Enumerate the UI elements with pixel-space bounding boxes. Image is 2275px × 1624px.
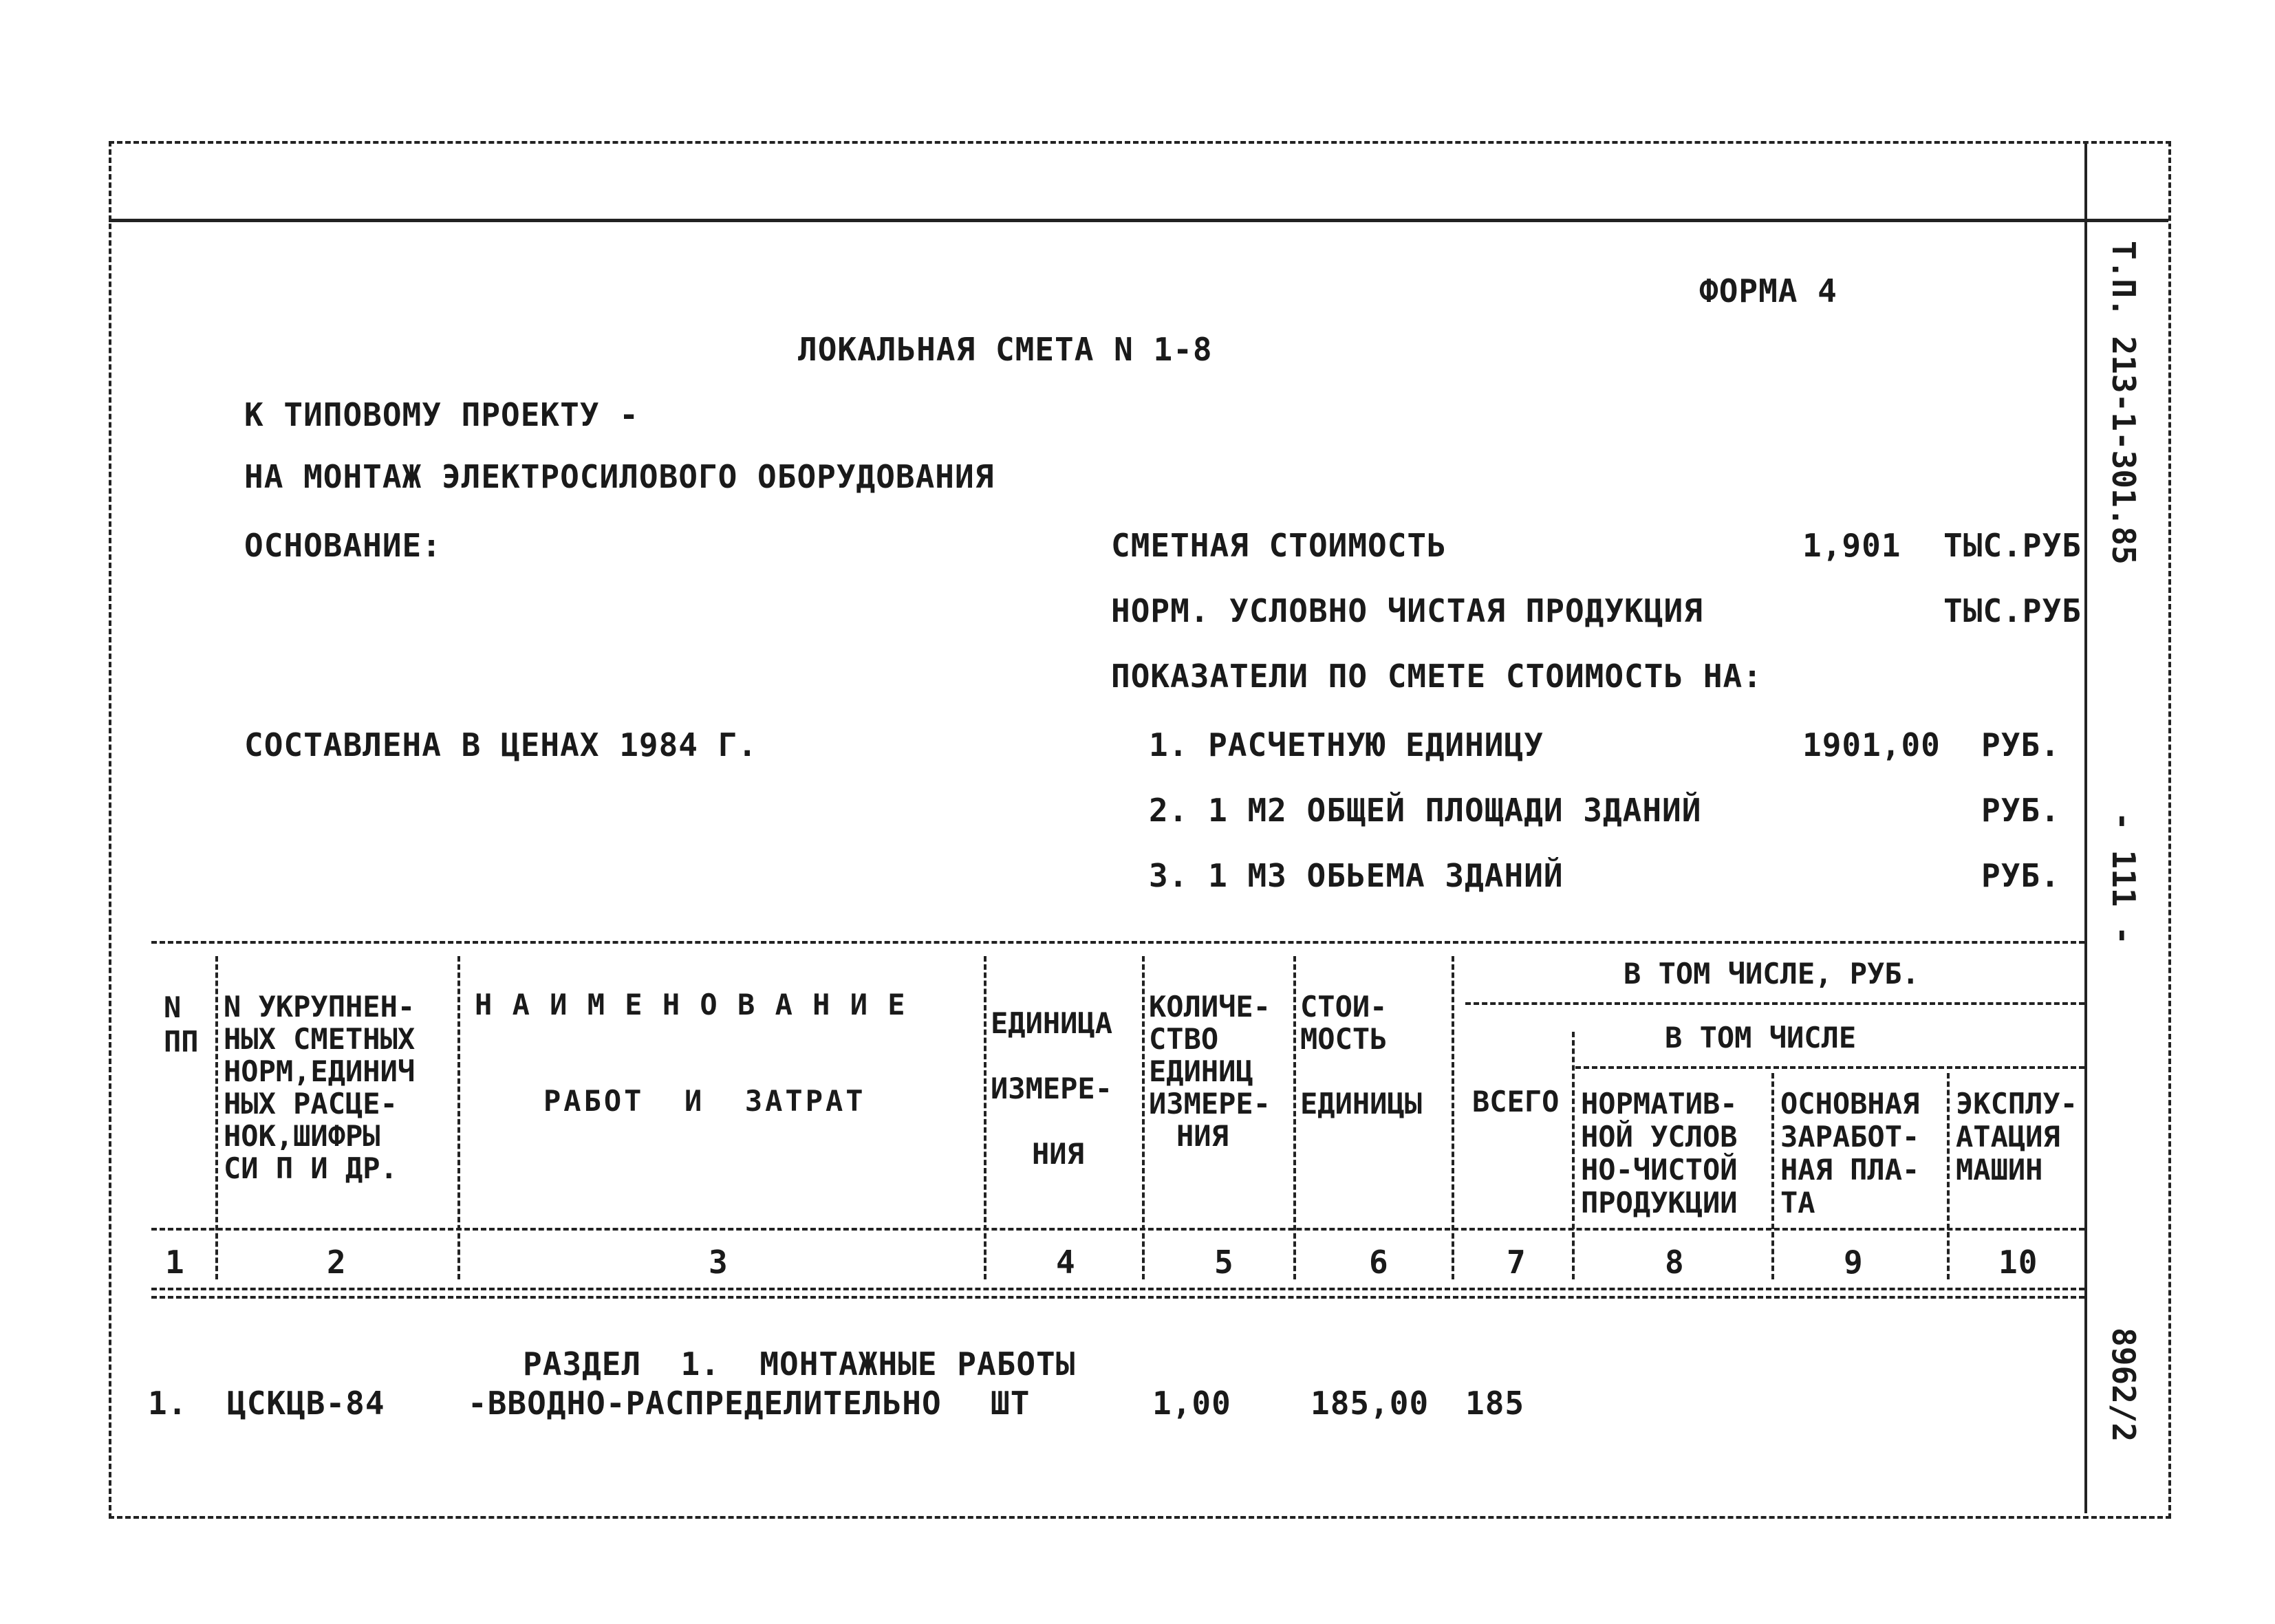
top-border-line <box>109 219 2168 222</box>
cost-label: СМЕТНАЯ СТОИМОСТЬ <box>1111 527 1447 564</box>
col9-header <box>1780 1087 1919 1220</box>
group-header-1: В ТОМ ЧИСЛЕ, РУБ. <box>1624 957 1919 990</box>
col-number-4: 4 <box>1056 1244 1076 1281</box>
col10-header-line3: МАШИН <box>1956 1153 2043 1187</box>
cost-unit: ТЫС.РУБ <box>1943 527 2082 564</box>
indicator-2-label: 2. 1 М2 ОБЩЕЙ ПЛОЩАДИ ЗДАНИЙ <box>1149 792 1702 829</box>
col6-header <box>1300 990 1422 1120</box>
col2-header-line3: НОРМ,ЕДИНИЧ <box>224 1054 416 1088</box>
col5-header <box>1149 990 1271 1152</box>
col-number-1: 1 <box>165 1244 185 1281</box>
col9-header-line4: ТА <box>1780 1186 1815 1220</box>
section-title: РАЗДЕЛ 1. МОНТАЖНЫЕ РАБОТЫ <box>523 1345 1076 1383</box>
col6-header-line2: МОСТЬ <box>1300 1022 1388 1056</box>
col5-header-line5: НИЯ <box>1176 1119 1229 1153</box>
col7-header: ВСЕГО <box>1472 1085 1560 1118</box>
norm-label: НОРМ. УСЛОВНО ЧИСТАЯ ПРОДУКЦИЯ <box>1111 592 1703 629</box>
col-number-2: 2 <box>327 1244 347 1281</box>
indicator-3-label: 3. 1 М3 ОБЬЕМА ЗДАНИЙ <box>1149 857 1564 894</box>
col5-header-line1: КОЛИЧЕ- <box>1149 990 1271 1024</box>
col8-header-line3: НО-ЧИСТОЙ <box>1581 1153 1738 1187</box>
side-doc-code: Т.П. 213-1-301.85 <box>2105 241 2142 565</box>
indicators-label: ПОКАЗАТЕЛИ ПО СМЕТЕ СТОИМОСТЬ НА: <box>1111 658 1762 695</box>
row-name: -ВВОДНО-РАСПРЕДЕЛИТЕЛЬНО <box>468 1385 942 1422</box>
group-rule-1 <box>1465 1002 2084 1005</box>
col10-header <box>1956 1087 2078 1187</box>
col2-header-line2: НЫХ СМЕТНЫХ <box>224 1022 416 1056</box>
col4-header-line2: ИЗМЕРЕ- <box>991 1072 1113 1105</box>
group-rule-2 <box>1575 1066 2084 1069</box>
col4-header <box>991 990 1112 1187</box>
col1-header-line1: N <box>164 990 182 1024</box>
row-quantity: 1,00 <box>1152 1385 1231 1422</box>
col2-header-line5: НОК,ШИФРЫ <box>224 1119 380 1153</box>
indicator-1-unit: РУБ. <box>1981 726 2060 764</box>
col-sep-2 <box>457 956 460 1279</box>
right-margin-line <box>2084 141 2087 1513</box>
col5-header-line4: ИЗМЕРЕ- <box>1149 1087 1271 1120</box>
work-line: НА МОНТАЖ ЭЛЕКТРОСИЛОВОГО ОБОРУДОВАНИЯ <box>244 458 995 495</box>
col6-header-line1: СТОИ- <box>1300 990 1388 1024</box>
indicator-3-unit: РУБ. <box>1981 857 2060 894</box>
row-code: ЦСКЦВ-84 <box>227 1385 385 1422</box>
col-sep-3 <box>984 956 986 1279</box>
col8-header-line2: НОЙ УСЛОВ <box>1581 1120 1738 1154</box>
norm-unit: ТЫС.РУБ <box>1943 592 2082 629</box>
col5-header-line2: СТВО <box>1149 1022 1219 1056</box>
numbers-bottom-rule-1 <box>151 1288 2084 1290</box>
col6-header-line3: ЕДИНИЦЫ <box>1300 1087 1423 1120</box>
col10-header-line1: ЭКСПЛУ- <box>1956 1087 2078 1120</box>
indicator-1-label: 1. РАСЧЕТНУЮ ЕДИНИЦУ <box>1149 726 1544 764</box>
cost-value: 1,901 <box>1802 527 1901 564</box>
row-unit-price: 185,00 <box>1311 1385 1430 1422</box>
col-number-10: 10 <box>1998 1244 2038 1281</box>
col-sep-1 <box>215 956 218 1279</box>
col-sep-7 <box>1572 1032 1575 1279</box>
col8-header <box>1581 1087 1738 1220</box>
col-sep-9 <box>1947 1073 1950 1279</box>
header-bottom-rule <box>151 1228 2084 1231</box>
col10-header-line2: АТАЦИЯ <box>1956 1120 2060 1154</box>
col4-header-line3: НИЯ <box>1032 1137 1084 1171</box>
document-title: ЛОКАЛЬНАЯ СМЕТА N 1-8 <box>798 331 1213 368</box>
col-sep-5 <box>1293 956 1296 1279</box>
numbers-bottom-rule-2 <box>151 1296 2084 1299</box>
row-number: 1. <box>148 1385 188 1422</box>
side-page-number: - 111 - <box>2105 812 2142 945</box>
project-line: К ТИПОВОМУ ПРОЕКТУ - <box>244 396 639 433</box>
col2-header-line6: СИ П И ДР. <box>224 1151 398 1185</box>
col2-header <box>224 990 415 1184</box>
col9-header-line2: ЗАРАБОТ- <box>1780 1120 1920 1154</box>
compiled-line: СОСТАВЛЕНА В ЦЕНАХ 1984 Г. <box>244 726 758 764</box>
basis-label: ОСНОВАНИЕ: <box>244 527 442 564</box>
group-header-2: В ТОМ ЧИСЛЕ <box>1665 1021 1857 1054</box>
row-unit: ШТ <box>991 1385 1031 1422</box>
col5-header-line3: ЕДИНИЦ <box>1149 1054 1253 1088</box>
col-number-6: 6 <box>1369 1244 1389 1281</box>
col4-header-line1: ЕДИНИЦА <box>991 1006 1113 1040</box>
col-sep-6 <box>1452 956 1454 1279</box>
col2-header-line4: НЫХ РАСЦЕ- <box>224 1087 398 1120</box>
col-number-3: 3 <box>709 1244 729 1281</box>
side-sheet-number: 8962/2 <box>2105 1328 2142 1442</box>
col8-header-line1: НОРМАТИВ- <box>1581 1087 1738 1120</box>
col9-header-line1: ОСНОВНАЯ <box>1780 1087 1920 1120</box>
col1-header <box>164 990 199 1059</box>
col-number-9: 9 <box>1844 1244 1864 1281</box>
col-sep-8 <box>1771 1073 1774 1279</box>
col9-header-line3: НАЯ ПЛА- <box>1780 1153 1920 1187</box>
indicator-1-value: 1901,00 <box>1802 726 1941 764</box>
col-number-5: 5 <box>1214 1244 1234 1281</box>
col3-header-bottom: РАБОТ И ЗАТРАТ <box>543 1084 866 1118</box>
col3-header-top: Н А И М Е Н О В А Н И Е <box>475 988 907 1021</box>
col-sep-4 <box>1142 956 1145 1279</box>
col1-header-line2: ПП <box>164 1025 199 1059</box>
form-label: ФОРМА 4 <box>1699 272 1837 310</box>
row-total: 185 <box>1465 1385 1525 1422</box>
indicator-2-unit: РУБ. <box>1981 792 2060 829</box>
col2-header-line1: N УКРУПНЕН- <box>224 990 416 1024</box>
col8-header-line4: ПРОДУКЦИИ <box>1581 1186 1738 1220</box>
col-number-8: 8 <box>1665 1244 1685 1281</box>
col-number-7: 7 <box>1507 1244 1527 1281</box>
table-top-rule <box>151 941 2084 944</box>
